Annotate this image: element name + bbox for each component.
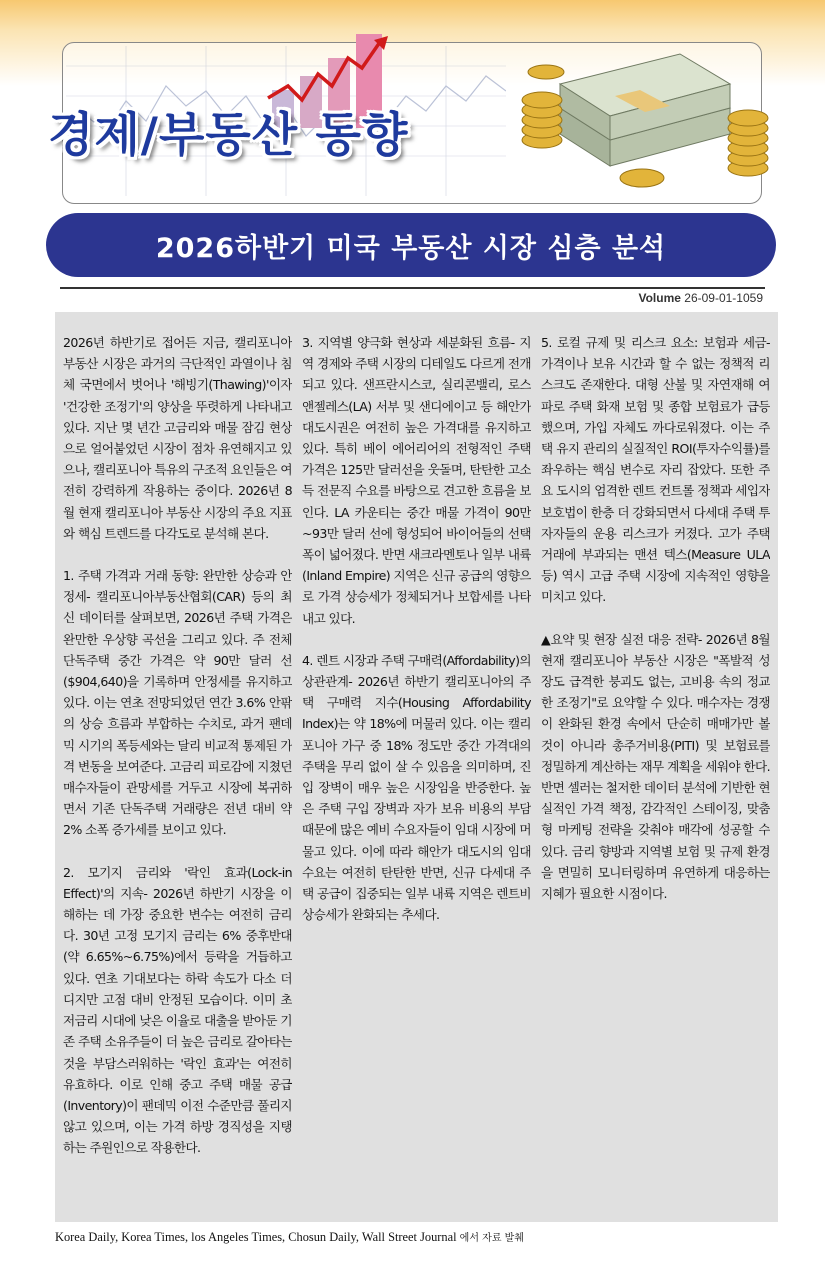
source-footer bbox=[55, 1229, 524, 1245]
money-stack-icon bbox=[520, 48, 770, 198]
subtitle-text: 2026하반기 미국 부동산 시장 심층 분석 bbox=[155, 232, 667, 264]
article-paragraph: 2026년 하반기로 접어든 지금, 캘리포니아 부동산 시장은 과거의 극단적인 과열이나 침체 국면에서 벗어나 '해빙기(Thawing)'이자 '건강한 조정기'의 양상을 뚜렷하게 나타내고 있다. 지난 몇 년간 고금리와 매물 잠김 현상으로 얼어붙었던 시장이 점차 유연해지고 있으나, 캘리포니아 특유의 구조적 요인들은 여전히 강력하게 작용하는 중이다. 2026년 8월 현재 캘리포니아 부동산 시장의 주요 지표와 핵심 트렌드를 다각도로 분석해 본다. bbox=[63, 335, 292, 541]
header-divider bbox=[60, 287, 765, 289]
article-column-3 bbox=[541, 332, 770, 1212]
page-title: 경제/부동산 동향 bbox=[48, 108, 409, 163]
source-note: 에서 자료 발췌 bbox=[459, 1233, 524, 1244]
article-paragraph: 3. 지역별 양극화 현상과 세분화된 흐름- 지역 경제와 주택 시장의 디테일도 다르게 전개되고 있다. 샌프란시스코, 실리콘밸리, 로스앤젤레스(LA) 서부 및 샌디에이고 등 해안가 대도시권은 여전히 높은 가격대를 유지하고 있다. 특히 베이 에어리어의 전형적인 주택 가격은 125만 달러선을 웃돌며, 탄탄한 고소득 전문직 수요를 바탕으로 견고한 흐름을 보인다. LA 카운티는 중간 매물 가격이 90만~93만 달러 선에 형성되어 바이어들의 선택 폭이 넓어졌다. 반면 새크라멘토나 일부 내륙(Inland Empire) 지역은 신규 공급의 영향으로 가격 상승세가 정체되거나 보합세를 나타내고 있다. bbox=[302, 335, 531, 626]
subtitle-banner bbox=[46, 213, 776, 277]
source-list: Korea Daily, Korea Times, los Angeles Times, Chosun Daily, Wall Street Journal bbox=[55, 1230, 457, 1244]
article-paragraph: 4. 렌트 시장과 주택 구매력(Affordability)의 상관관계- 2026년 하반기 캘리포니아의 주택 구매력 지수(Housing Affordability Index)는 약 18%에 머물러 있다. 이는 캘리포니아 가구 중 18% 정도만 중간 가격대의 주택을 무리 없이 살 수 있음을 의미하며, 진입 장벽이 매우 높은 시장임을 반증한다. 높은 주택 구입 장벽과 자가 보유 비용의 부담 때문에 많은 예비 수요자들이 임대 시장에 머물고 있다. 이에 따라 해안가 대도시의 임대 수요는 여전히 탄탄한 반면, 신규 다세대 주택 공급이 집중되는 일부 내륙 지역은 렌트비 상승세가 완화되는 추세다. bbox=[302, 652, 531, 923]
article-column-1 bbox=[63, 332, 292, 1212]
volume-label: Volume bbox=[638, 291, 681, 305]
article-paragraph: 1. 주택 가격과 거래 동향: 완만한 상승과 안정세- 캘리포니아부동산협회(CAR) 등의 최신 데이터를 살펴보면, 2026년 주택 가격은 완만한 우상향 곡선을 그리고 있다. 주 전체 단독주택 중간 가격은 약 90만 달러 선($904,640)을 기록하며 안정세를 유지하고 있다. 이는 연초 전망되었던 연간 3.6% 안팎의 상승 흐름과 부합하는 수치로, 과거 팬데믹 시기의 폭등세와는 달리 비교적 통제된 가격 변동을 보여준다. 고금리 피로감에 지쳤던 매수자들이 관망세를 거두고 시장에 복귀하면서 기존 단독주택 거래량은 전년 대비 약 2% 소폭 증가세를 보이고 있다. bbox=[63, 568, 292, 838]
volume-number: 26-09-01-1059 bbox=[684, 291, 763, 305]
volume-info bbox=[638, 291, 763, 305]
article-paragraph: 5. 로컬 규제 및 리스크 요소: 보험과 세금- 가격이나 보유 시간과 할 수 없는 정책적 리스크도 존재한다. 대형 산불 및 자연재해 여파로 주택 화재 보험 및 종합 보험료가 급등했으며, 가입 자체도 까다로워졌다. 이는 주택 유지 관리의 실질적인 ROI(투자수익률)를 좌우하는 핵심 변수로 자리 잡았다. 또한 주요 도시의 엄격한 렌트 컨트롤 정책과 세입자 보호법이 한층 더 강화되면서 다세대 주택 투자자들의 운용 리스크가 커졌다. 고가 주택 거래에 부과되는 맨션 텍스(Measure ULA 등) 역시 고급 주택 시장에 지속적인 영향을 미치고 있다. bbox=[541, 335, 770, 605]
article-paragraph: 2. 모기지 금리와 '락인 효과(Lock-in Effect)'의 지속- 2026년 하반기 시장을 이해하는 데 가장 중요한 변수는 여전히 금리다. 30년 고정 모기지 금리는 6% 중후반대(약 6.65%~6.75%)에서 등락을 거듭하고 있다. 연초 기대보다는 하락 속도가 다소 더디지만 고점 대비 안정된 모습이다. 이미 초저금리 시대에 낮은 이율로 대출을 받아둔 기존 주택 소유주들이 더 높은 금리로 갈아타는 것을 부담스러워하는 '락인 효과'는 여전히 유효하다. 이로 인해 중고 주택 매물 공급(Inventory)이 팬데믹 이전 수준만큼 풀리지 않고 있으며, 이는 가격 하방 경직성을 지탱하는 주원인으로 작용한다. bbox=[63, 864, 292, 1156]
article-body bbox=[55, 312, 778, 1222]
article-column-2 bbox=[302, 332, 531, 1212]
article-paragraph: ▲요약 및 현장 실전 대응 전략- 2026년 8월 현재 캘리포니아 부동산 시장은 "폭발적 성장도 급격한 붕괴도 없는, 고비용 속의 정교한 조정기"로 요약할 수 있다. 매수자는 경쟁이 완화된 환경 속에서 단순히 매매가만 볼 것이 아니라 총주거비용(PITI) 및 보험료를 정밀하게 계산하는 재무 계획을 세워야 한다. 반면 셀러는 철저한 데이터 분석에 기반한 현실적인 가격 책정, 감각적인 스테이징, 맞춤형 마케팅 전략을 갖춰야 매각에 성공할 수 있다. 금리 향방과 지역별 보험 및 규제 환경을 면밀히 모니터링하며 유연하게 대응하는 지혜가 필요한 시점이다. bbox=[541, 631, 770, 902]
